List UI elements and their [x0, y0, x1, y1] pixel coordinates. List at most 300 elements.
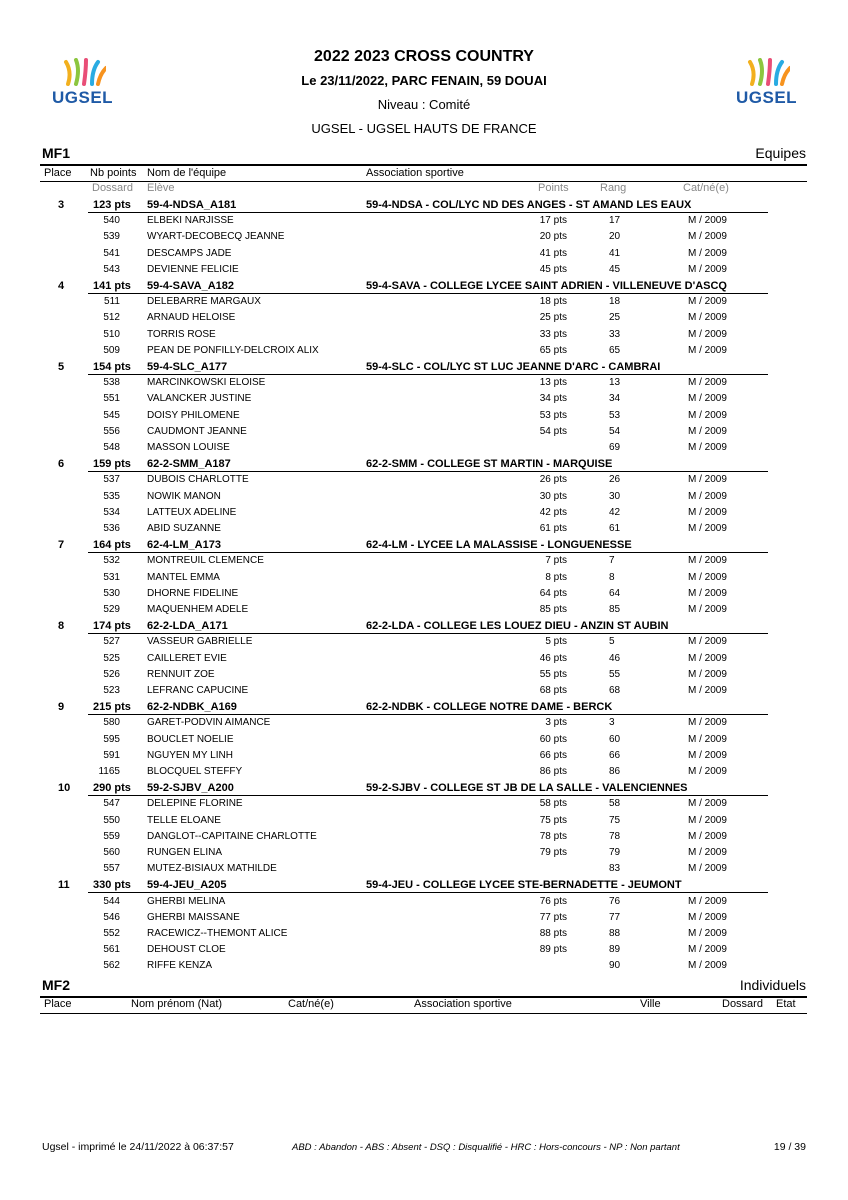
member-dossard: 530: [103, 587, 120, 599]
member-name: MAQUENHEM ADELE: [147, 604, 249, 615]
member-name: MASSON LOUISE: [147, 442, 230, 453]
header-assoc: Association sportive: [366, 167, 464, 179]
member-points: 33 pts: [539, 328, 567, 340]
member-rang: 33: [609, 328, 621, 340]
member-points: 26 pts: [539, 474, 567, 486]
member-points: 42 pts: [539, 506, 567, 518]
member-cat: M / 2009: [688, 523, 727, 534]
member-row: [0, 215, 848, 231]
member-name: DEHOUST CLOE: [147, 944, 226, 956]
team-name: 62-2-NDBK_A169: [147, 701, 237, 714]
member-name: VALANCKER JUSTINE: [147, 393, 252, 405]
member-points: 18 pts: [539, 296, 567, 308]
event-organizer: UGSEL - UGSEL HAUTS DE FRANCE: [311, 121, 537, 136]
member-row: [0, 588, 848, 604]
member-row: [0, 798, 848, 814]
team-points: 123 pts: [93, 199, 131, 211]
member-name: TELLE ELOANE: [147, 814, 221, 826]
member-rang: 18: [609, 296, 621, 308]
member-rang: 5: [609, 636, 615, 648]
member-dossard: 548: [103, 442, 120, 453]
member-name: MANTEL EMMA: [147, 571, 220, 583]
team-assoc: 62-4-LM - LYCEE LA MALASSISE - LONGUENESSE: [366, 539, 632, 552]
member-row: [0, 410, 848, 426]
member-row: [0, 766, 848, 782]
member-name: DELEPINE FLORINE: [147, 798, 243, 810]
member-name: DESCAMPS JADE: [147, 247, 232, 259]
ind-header-dossard: Dossard: [722, 998, 763, 1010]
team-assoc: 59-4-JEU - COLLEGE LYCEE STE-BERNADETTE - JEUMONT: [366, 879, 682, 892]
team-underline: [88, 374, 768, 375]
member-dossard: 545: [103, 409, 120, 421]
member-dossard: 534: [103, 506, 120, 518]
member-row: [0, 863, 848, 879]
member-rang: 8: [609, 571, 615, 583]
member-cat: M / 2009: [688, 296, 727, 308]
member-rang: 26: [609, 474, 621, 486]
member-row: [0, 248, 848, 264]
member-dossard: 546: [103, 911, 120, 923]
member-points: 30 pts: [539, 490, 567, 502]
team-place: 10: [58, 782, 71, 795]
member-rang: 13: [609, 377, 621, 389]
team-name: 59-4-JEU_A205: [147, 879, 227, 892]
member-dossard: 510: [103, 328, 120, 340]
member-rang: 86: [609, 766, 621, 777]
team-underline: [88, 633, 768, 634]
member-rang: 45: [609, 263, 621, 275]
member-dossard: 512: [103, 312, 120, 324]
member-rang: 42: [609, 506, 621, 518]
member-cat: M / 2009: [688, 944, 727, 956]
member-row: [0, 312, 848, 328]
member-dossard: 511: [104, 296, 120, 308]
member-points: 3 pts: [545, 717, 567, 729]
member-rang: 78: [609, 830, 621, 842]
member-rang: 30: [609, 490, 621, 502]
team-name: 62-2-SMM_A187: [147, 458, 231, 471]
member-rang: 17: [609, 215, 621, 227]
member-cat: M / 2009: [688, 344, 727, 356]
team-points: 330 pts: [93, 879, 131, 892]
member-name: DOISY PHILOMENE: [147, 409, 240, 421]
member-name: WYART-DECOBECQ JEANNE: [147, 231, 285, 243]
header-place: Place: [44, 167, 72, 179]
team-assoc: 59-4-NDSA - COL/LYC ND DES ANGES - ST AMAND LES EAUX: [366, 199, 692, 211]
team-underline: [88, 795, 768, 796]
member-name: GHERBI MAISSANE: [147, 911, 240, 923]
member-points: 58 pts: [539, 798, 567, 810]
member-row: [0, 442, 848, 458]
subheader-eleve: Elève: [147, 182, 175, 194]
team-place: 11: [58, 879, 70, 892]
event-date-location: Le 23/11/2022, PARC FENAIN, 59 DOUAI: [301, 73, 547, 88]
ind-header-ville: Ville: [640, 998, 661, 1010]
ind-header-name: Nom prénom (Nat): [131, 998, 223, 1010]
member-name: BOUCLET NOELIE: [147, 733, 234, 745]
member-row: [0, 329, 848, 345]
member-points: 13 pts: [539, 377, 567, 389]
member-name: NGUYEN MY LINH: [147, 749, 233, 761]
member-dossard: 527: [103, 636, 120, 648]
member-cat: M / 2009: [688, 215, 727, 227]
member-dossard: 557: [103, 863, 120, 875]
subheader-dossard: Dossard: [92, 182, 133, 194]
member-row: [0, 491, 848, 507]
section-type-equipes: Equipes: [755, 145, 806, 161]
member-name: MARCINKOWSKI ELOISE: [147, 377, 266, 389]
member-cat: M / 2009: [688, 571, 727, 583]
section2-header-rule: [40, 1013, 807, 1014]
member-row: [0, 264, 848, 280]
member-cat: M / 2009: [688, 798, 727, 810]
member-row: [0, 912, 848, 928]
member-cat: M / 2009: [688, 652, 727, 664]
member-dossard: 544: [103, 895, 120, 907]
member-dossard: 523: [103, 685, 120, 696]
member-rang: 85: [609, 604, 621, 615]
member-row: [0, 815, 848, 831]
member-points: 61 pts: [539, 523, 567, 534]
section-type-individuels: Individuels: [739, 977, 806, 993]
member-points: 54 pts: [539, 425, 567, 437]
member-name: NOWIK MANON: [147, 490, 221, 502]
member-rang: 75: [609, 814, 621, 826]
member-points: 89 pts: [539, 944, 567, 956]
member-cat: M / 2009: [688, 506, 727, 518]
team-name: 62-2-LDA_A171: [147, 620, 228, 633]
member-dossard: 552: [103, 928, 120, 939]
member-rang: 68: [609, 685, 621, 696]
page-title: 2022 2023 CROSS COUNTRY: [314, 48, 534, 65]
member-cat: M / 2009: [688, 425, 727, 437]
team-place: 8: [58, 620, 65, 633]
member-cat: M / 2009: [688, 231, 727, 243]
member-name: CAUDMONT JEANNE: [147, 425, 247, 437]
section-code-mf1: MF1: [42, 145, 70, 161]
team-assoc: 62-2-LDA - COLLEGE LES LOUEZ DIEU - ANZIN ST AUBIN: [366, 620, 669, 633]
member-rang: 34: [609, 393, 621, 405]
member-points: 79 pts: [539, 847, 567, 858]
member-cat: M / 2009: [688, 409, 727, 421]
member-row: [0, 928, 848, 944]
member-dossard: 539: [103, 231, 120, 243]
member-rang: 88: [609, 928, 621, 939]
member-rang: 77: [609, 911, 621, 923]
member-points: 64 pts: [539, 587, 567, 599]
member-cat: M / 2009: [688, 474, 727, 486]
member-dossard: 537: [103, 474, 120, 486]
member-row: [0, 393, 848, 409]
member-points: 77 pts: [539, 911, 567, 923]
member-cat: M / 2009: [688, 312, 727, 324]
member-row: [0, 296, 848, 312]
section-rule: [40, 164, 807, 166]
member-cat: M / 2009: [688, 377, 727, 389]
member-rang: 41: [609, 247, 621, 259]
team-points: 290 pts: [93, 782, 131, 795]
member-name: DANGLOT--CAPITAINE CHARLOTTE: [147, 830, 317, 842]
member-name: ABID SUZANNE: [147, 523, 221, 534]
member-row: [0, 750, 848, 766]
member-name: DELEBARRE MARGAUX: [147, 296, 261, 308]
member-points: 8 pts: [545, 571, 567, 583]
member-cat: M / 2009: [688, 668, 727, 680]
member-points: 45 pts: [539, 263, 567, 275]
member-name: BLOCQUEL STEFFY: [147, 766, 243, 777]
member-cat: M / 2009: [688, 928, 727, 939]
subheader-cat: Cat/né(e): [683, 182, 729, 194]
member-cat: M / 2009: [688, 960, 727, 972]
member-dossard: 560: [103, 847, 120, 858]
member-name: TORRIS ROSE: [147, 328, 216, 340]
member-points: 5 pts: [545, 636, 567, 648]
member-row: [0, 426, 848, 442]
member-dossard: 556: [103, 425, 120, 437]
member-points: 76 pts: [539, 895, 567, 907]
team-points: 174 pts: [93, 620, 131, 633]
team-name: 59-2-SJBV_A200: [147, 782, 234, 795]
team-place: 4: [58, 280, 65, 292]
member-points: 75 pts: [539, 814, 567, 826]
member-points: 66 pts: [539, 749, 567, 761]
member-dossard: 550: [103, 814, 120, 826]
member-cat: M / 2009: [688, 604, 727, 615]
member-dossard: 535: [103, 490, 120, 502]
member-cat: M / 2009: [688, 685, 727, 696]
member-points: 86 pts: [539, 766, 567, 777]
team-underline: [88, 471, 768, 472]
member-row: [0, 555, 848, 571]
team-underline: [88, 293, 768, 294]
team-name: 59-4-SLC_A177: [147, 361, 228, 373]
member-rang: 64: [609, 587, 621, 599]
team-name: 59-4-NDSA_A181: [147, 199, 237, 211]
team-underline: [88, 212, 768, 213]
team-underline: [88, 714, 768, 715]
member-points: 88 pts: [539, 928, 567, 939]
team-points: 164 pts: [93, 539, 131, 552]
member-row: [0, 523, 848, 539]
member-dossard: 529: [103, 604, 120, 615]
ugsel-logo-text: UGSEL: [52, 88, 114, 107]
member-rang: 54: [609, 425, 621, 437]
member-row: [0, 847, 848, 863]
member-dossard: 595: [103, 733, 120, 745]
member-name: ELBEKI NARJISSE: [147, 215, 234, 227]
team-assoc: 59-4-SLC - COL/LYC ST LUC JEANNE D'ARC - CAMBRAI: [366, 361, 661, 373]
subheader-points: Points: [538, 182, 569, 194]
member-dossard: 525: [103, 652, 120, 664]
member-points: 78 pts: [539, 830, 567, 842]
member-row: [0, 685, 848, 701]
member-cat: M / 2009: [688, 328, 727, 340]
member-cat: M / 2009: [688, 587, 727, 599]
footer-legend: ABD : Abandon - ABS : Absent - DSQ : Disqualifié - HRC : Hors-concours - NP : Non partant: [292, 1142, 680, 1153]
member-row: [0, 734, 848, 750]
member-dossard: 538: [103, 377, 120, 389]
member-cat: M / 2009: [688, 911, 727, 923]
event-level: Niveau : Comité: [377, 97, 471, 112]
member-rang: 20: [609, 231, 621, 243]
team-assoc: 59-2-SJBV - COLLEGE ST JB DE LA SALLE - VALENCIENNES: [366, 782, 688, 795]
member-points: 41 pts: [539, 247, 567, 259]
member-name: DUBOIS CHARLOTTE: [147, 474, 249, 486]
member-row: [0, 231, 848, 247]
team-place: 9: [58, 701, 65, 714]
member-name: LEFRANC CAPUCINE: [147, 685, 249, 696]
member-name: MUTEZ-BISIAUX MATHILDE: [147, 863, 277, 875]
member-dossard: 540: [103, 215, 120, 227]
member-rang: 89: [609, 944, 621, 956]
member-cat: M / 2009: [688, 895, 727, 907]
member-rang: 65: [609, 344, 621, 356]
member-dossard: 551: [103, 393, 120, 405]
member-cat: M / 2009: [688, 636, 727, 648]
member-row: [0, 345, 848, 361]
member-cat: M / 2009: [688, 442, 727, 453]
member-name: DHORNE FIDELINE: [147, 587, 239, 599]
member-row: [0, 636, 848, 652]
member-name: GHERBI MELINA: [147, 895, 226, 907]
member-row: [0, 474, 848, 490]
member-cat: M / 2009: [688, 263, 727, 275]
member-cat: M / 2009: [688, 863, 727, 875]
member-points: 53 pts: [539, 409, 567, 421]
member-cat: M / 2009: [688, 766, 727, 777]
member-rang: 61: [609, 523, 621, 534]
member-cat: M / 2009: [688, 733, 727, 745]
ugsel-logo-text: UGSEL: [736, 88, 798, 107]
member-dossard: 532: [103, 555, 120, 567]
member-rang: 76: [609, 895, 621, 907]
member-dossard: 561: [103, 944, 120, 956]
member-name: LATTEUX ADELINE: [147, 506, 237, 518]
member-rang: 58: [609, 798, 621, 810]
member-row: [0, 896, 848, 912]
ind-header-place: Place: [44, 998, 72, 1010]
ind-header-etat: Etat: [776, 998, 796, 1010]
member-dossard: 536: [103, 523, 120, 534]
team-name: 59-4-SAVA_A182: [147, 280, 235, 292]
member-name: RACEWICZ--THEMONT ALICE: [147, 928, 288, 939]
member-dossard: 559: [103, 830, 120, 842]
member-points: 17 pts: [539, 215, 567, 227]
member-rang: 55: [609, 668, 621, 680]
team-assoc: 59-4-SAVA - COLLEGE LYCEE SAINT ADRIEN - VILLENEUVE D'ASCQ: [366, 280, 727, 292]
member-row: [0, 831, 848, 847]
team-points: 154 pts: [93, 361, 131, 373]
team-name: 62-4-LM_A173: [147, 539, 221, 552]
team-assoc: 62-2-NDBK - COLLEGE NOTRE DAME - BERCK: [366, 701, 613, 714]
member-rang: 90: [609, 960, 621, 972]
member-rang: 7: [609, 555, 615, 567]
member-rang: 3: [609, 717, 615, 729]
member-row: [0, 604, 848, 620]
member-name: PEAN DE PONFILLY-DELCROIX ALIX: [147, 344, 319, 356]
team-place: 5: [58, 361, 65, 373]
member-dossard: 509: [103, 344, 120, 356]
member-points: 7 pts: [545, 555, 567, 567]
member-points: 46 pts: [539, 652, 567, 664]
ind-header-assoc: Association sportive: [414, 998, 512, 1010]
team-points: 141 pts: [93, 280, 131, 292]
member-cat: M / 2009: [688, 830, 727, 842]
member-cat: M / 2009: [688, 247, 727, 259]
member-rang: 79: [609, 847, 621, 858]
member-row: [0, 572, 848, 588]
team-assoc: 62-2-SMM - COLLEGE ST MARTIN - MARQUISE: [366, 458, 613, 471]
member-dossard: 541: [103, 247, 120, 259]
member-name: GARET-PODVIN AIMANCE: [147, 717, 271, 729]
member-name: CAILLERET EVIE: [147, 652, 227, 664]
member-dossard: 547: [103, 798, 120, 810]
member-points: 65 pts: [539, 344, 567, 356]
member-points: 68 pts: [539, 685, 567, 696]
member-name: RIFFE KENZA: [147, 960, 213, 972]
member-points: 34 pts: [539, 393, 567, 405]
team-underline: [88, 892, 768, 893]
member-name: RUNGEN ELINA: [147, 847, 223, 858]
member-name: MONTREUIL CLEMENCE: [147, 555, 264, 567]
member-row: [0, 377, 848, 393]
member-cat: M / 2009: [688, 393, 727, 405]
team-place: 3: [58, 199, 65, 211]
member-name: RENNUIT ZOE: [147, 668, 215, 680]
member-row: [0, 653, 848, 669]
member-dossard: 562: [103, 960, 120, 972]
member-points: 20 pts: [539, 231, 567, 243]
member-dossard: 526: [103, 668, 120, 680]
member-rang: 66: [609, 749, 621, 761]
member-cat: M / 2009: [688, 814, 727, 826]
member-dossard: 580: [103, 717, 120, 729]
member-row: [0, 944, 848, 960]
member-rang: 25: [609, 312, 621, 324]
team-underline: [88, 552, 768, 553]
member-row: [0, 669, 848, 685]
member-rang: 46: [609, 652, 621, 664]
member-points: 25 pts: [539, 312, 567, 324]
member-points: 85 pts: [539, 604, 567, 615]
header-points: Nb points: [90, 167, 137, 179]
member-rang: 69: [609, 442, 621, 453]
member-dossard: 591: [103, 749, 120, 761]
member-cat: M / 2009: [688, 847, 727, 858]
member-name: VASSEUR GABRIELLE: [147, 636, 253, 648]
member-row: [0, 717, 848, 733]
team-place: 6: [58, 458, 65, 471]
ind-header-cat: Cat/né(e): [288, 998, 334, 1010]
member-rang: 83: [609, 863, 621, 875]
subheader-rang: Rang: [600, 182, 627, 194]
member-cat: M / 2009: [688, 555, 727, 567]
member-dossard: 1165: [98, 766, 120, 777]
member-rang: 53: [609, 409, 621, 421]
team-points: 215 pts: [93, 701, 131, 714]
member-name: DEVIENNE FELICIE: [147, 263, 239, 275]
member-points: 60 pts: [539, 733, 567, 745]
member-cat: M / 2009: [688, 749, 727, 761]
member-dossard: 543: [103, 263, 120, 275]
member-row: [0, 960, 848, 976]
member-dossard: 531: [103, 571, 120, 583]
member-row: [0, 507, 848, 523]
member-name: ARNAUD HELOISE: [147, 312, 236, 324]
header-team: Nom de l'équipe: [147, 167, 227, 179]
team-points: 159 pts: [93, 458, 131, 471]
member-points: 55 pts: [539, 668, 567, 680]
